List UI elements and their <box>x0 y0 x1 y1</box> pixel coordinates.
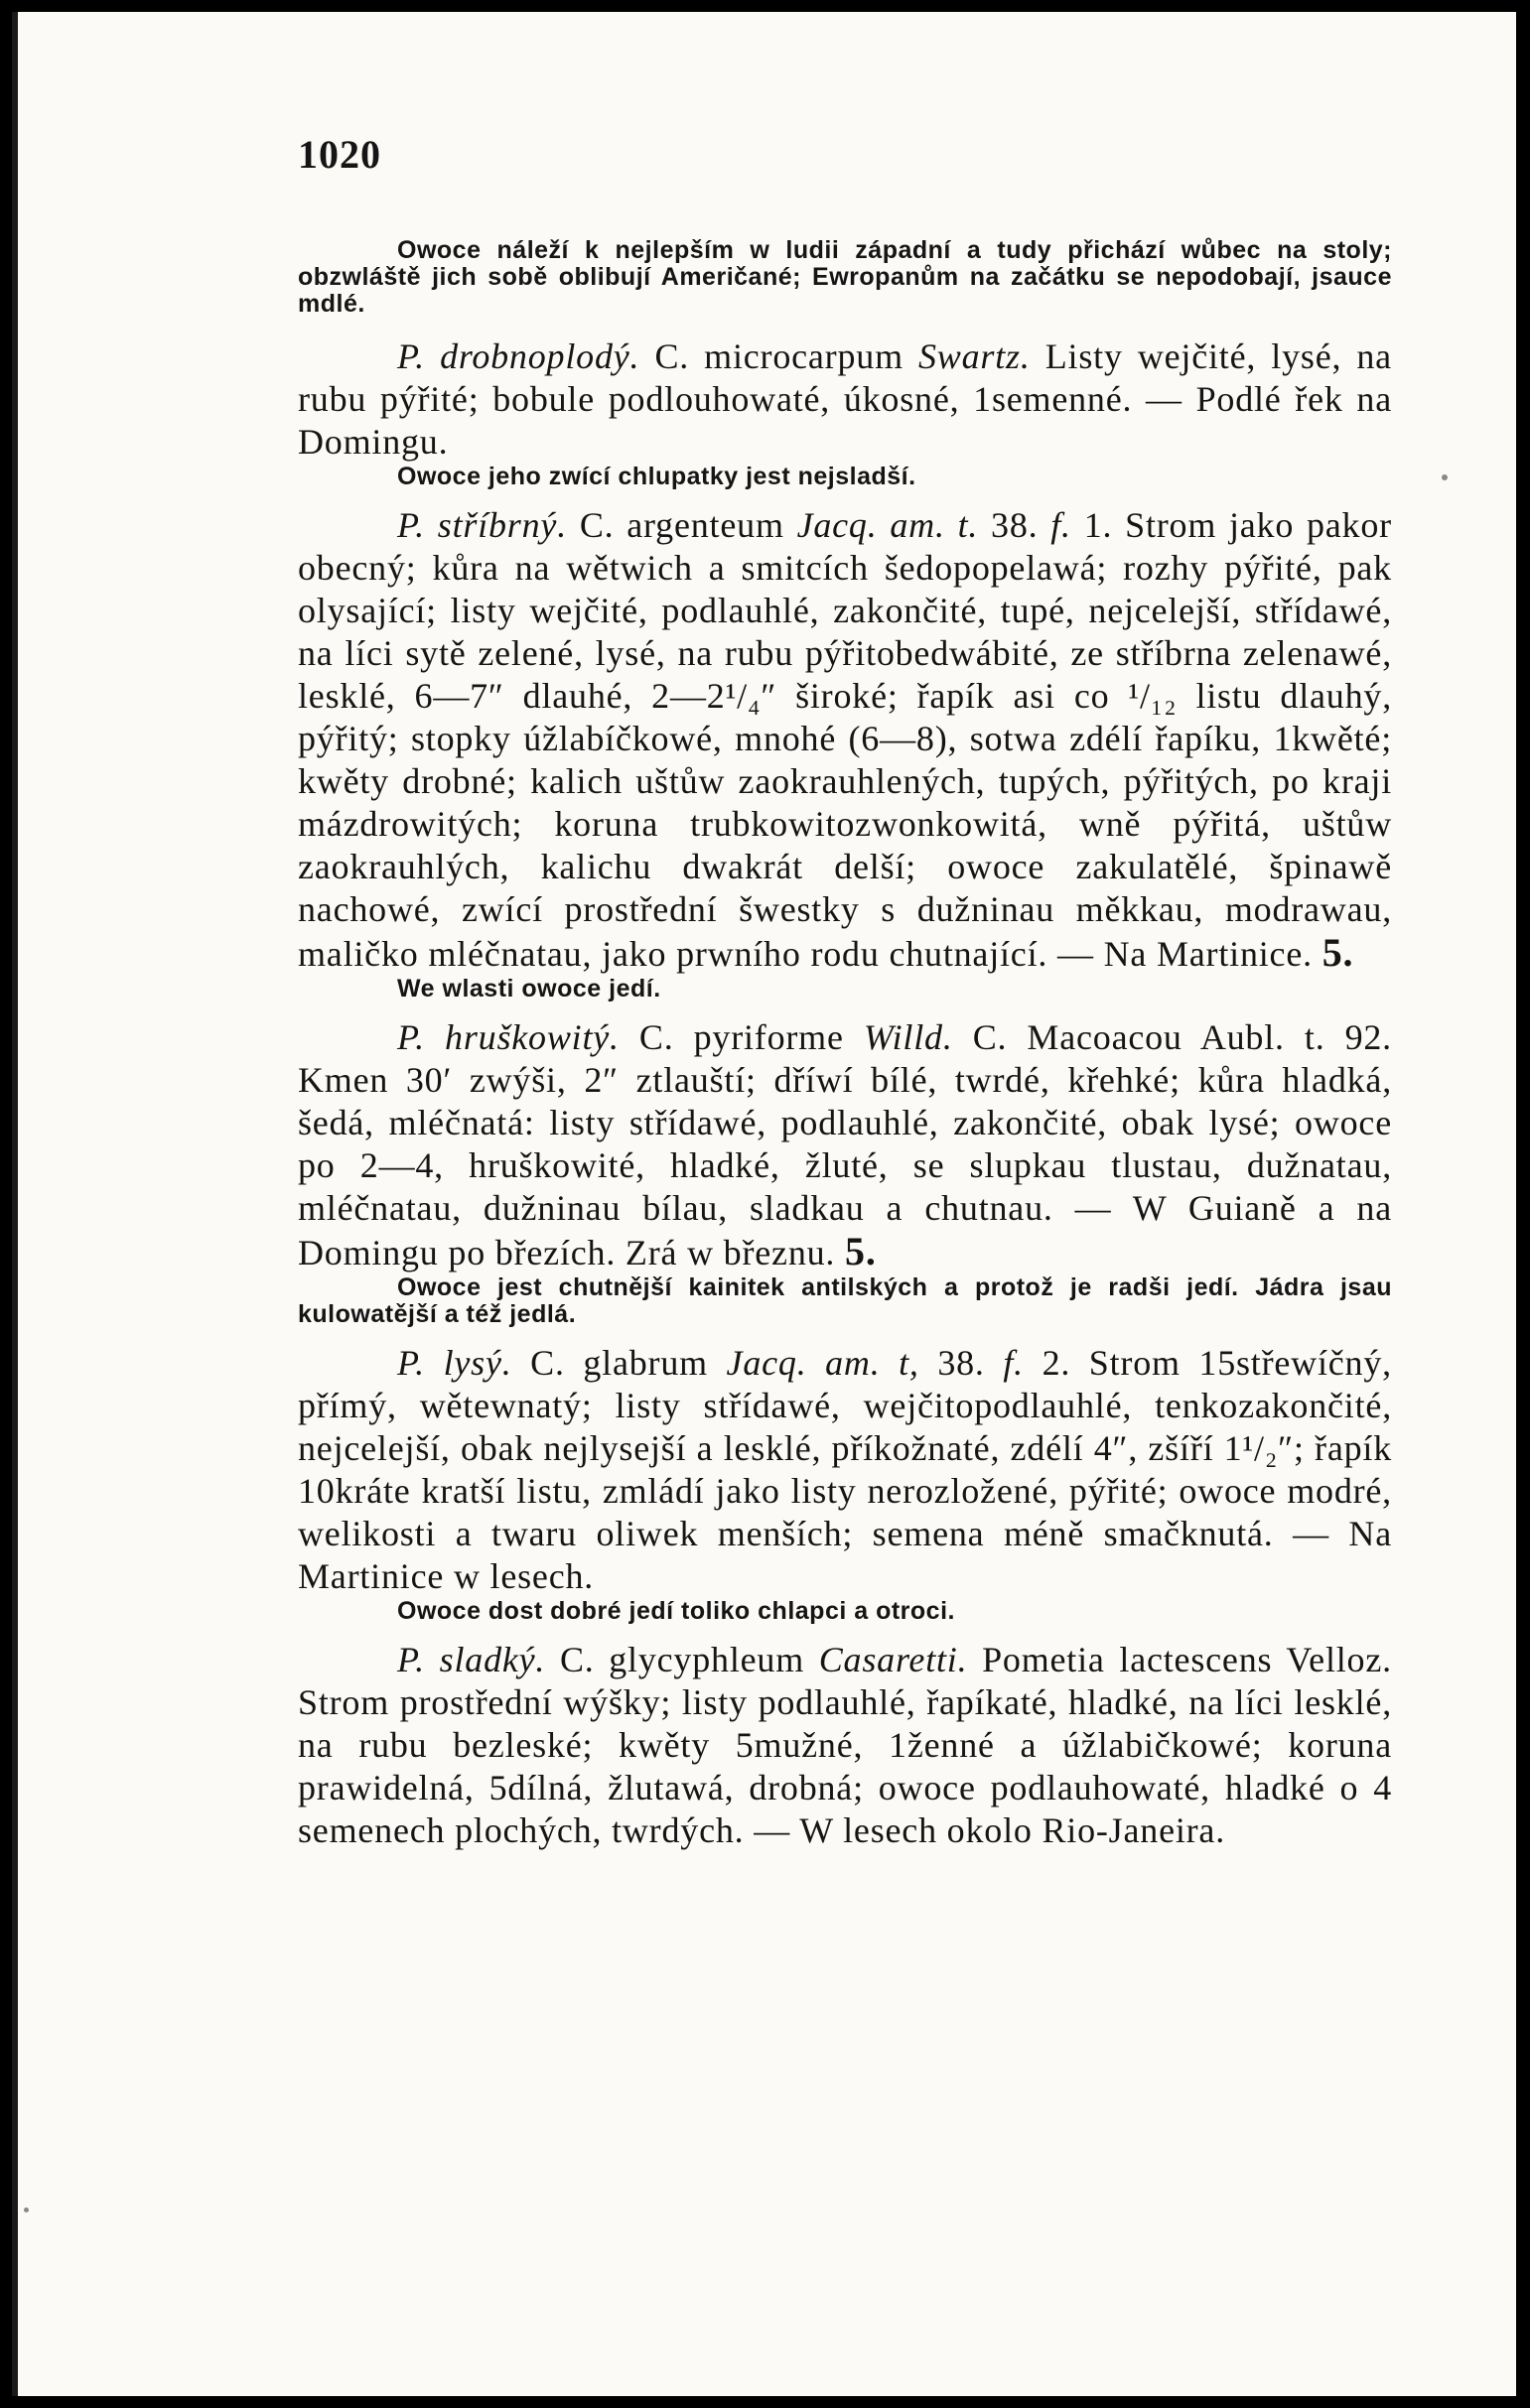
latin-name: C. argenteum <box>579 505 784 545</box>
description: Pometia lactescens Velloz. Strom prostřední wýšky; listy podlauhlé, řapíkaté, hladké, na líci lesklé, na rubu bezleské; kwěty 5mužné, 1ženné a úžlabičkowé; koruna prawidelná, 5dílná, žlutawá, drobná; owoce podlauhowaté, hladké o 4 semenech plochých, twrdých. — W lesech okolo Rio-Janeira. <box>298 1640 1392 1850</box>
intro-note: Owoce náleží k nejlepším w ludii západní a tudy přichází wůbec na stoly; obzwláště jich sobě oblibují Američané; Ewropanům na začátku se nepodobají, jsauce mdlé. <box>298 236 1392 318</box>
species-note: Owoce dost dobré jedí toliko chlapci a otroci. <box>397 1597 955 1625</box>
genus-abbr: P. <box>397 1640 425 1679</box>
species-entry <box>298 1342 1392 1598</box>
plate-ref: 38. <box>937 1343 985 1383</box>
species-note: We wlasti owoce jedí. <box>397 975 661 1003</box>
czech-name: lysý. <box>443 1343 512 1383</box>
page-number: 1020 <box>298 132 381 177</box>
description: C. Macoacou Aubl. t. 92. Kmen 30′ zwýši, 2″ ztlauští; dříwí bílé, twrdé, křehké; kůra hladká, šedá, mléčnatá: listy střídawé, podlauhlé, zakončité, obak lysé; owoce po 2—4, hruškowité, hladké, žluté, se slupkau tlustau, dužnatau, mléčnatau, dužninau bílau, sladkau a chutnau. — W Guianě a na Domingu po březích. Zrá w březnu. <box>298 1017 1392 1272</box>
author: Jacq. am. t, <box>726 1343 919 1383</box>
species-note: Owoce jest chutnější kainitek antilských a protož je radši jedí. Jádra jsau kulowatější a též jedlá. <box>298 1273 1392 1328</box>
grade-mark: 5. <box>845 1229 877 1273</box>
page-content <box>298 131 1392 1852</box>
genus-abbr: P. <box>397 336 425 376</box>
speck <box>1442 474 1448 480</box>
figure-number: 2. <box>1042 1343 1071 1383</box>
grade-mark: 5. <box>1321 930 1354 975</box>
czech-name: sladký. <box>439 1640 546 1679</box>
figure-abbr: f. <box>1003 1343 1024 1383</box>
figure-abbr: f. <box>1050 505 1071 545</box>
author: Willd. <box>863 1017 953 1057</box>
author: Casaretti. <box>818 1640 968 1679</box>
book-page <box>12 12 1516 2396</box>
author: Jacq. am. t. <box>796 505 979 545</box>
czech-name: hruškowitý. <box>445 1017 620 1057</box>
description: Strom 15střewíčný, přímý, wětewnatý; listy střídawé, wejčitopodlauhlé, tenkozakončité, nejcelejší, obak nejlysejší a lesklé, příkožnaté, zdélí 4″, zšíří 1¹/₂″; řapík 10kráte kratší listu, zmládí jako listy nerozložené, pýřité; owoce modré, welikosti a twaru oliwek menších; semena méně smačknutá. — Na Martinice w lesech. <box>298 1343 1392 1596</box>
genus-abbr: P. <box>397 1343 425 1383</box>
latin-name: C. glycyphleum <box>559 1640 805 1679</box>
scan-edge <box>12 12 18 2396</box>
czech-name: drobnoplodý. <box>440 336 640 376</box>
species-note: Owoce jeho zwící chlupatky jest nejsladší. <box>397 463 916 490</box>
genus-abbr: P. <box>397 505 425 545</box>
czech-name: stříbrný. <box>437 505 567 545</box>
speck <box>24 2207 29 2212</box>
latin-name: C. pyriforme <box>638 1017 844 1057</box>
plate-ref: 38. <box>991 505 1039 545</box>
author: Swartz. <box>917 336 1031 376</box>
description: Listy wejčité, lysé, na rubu pýřité; bobule podlouhowaté, úkosné, 1semenné. — Podlé řek na Domingu. <box>298 336 1392 462</box>
species-entry <box>298 1016 1392 1274</box>
species-entry <box>298 504 1392 976</box>
species-entry <box>298 1639 1392 1852</box>
description: Strom jako pakor obecný; kůra na wětwich a smitcích šedopopelawá; rozhy pýřité, pak olysající; listy wejčité, podlauhlé, zakončité, tupé, nejcelejší, střídawé, na líci sytě zelené, lysé, na rubu pýřitobedwábité, ze stříbrna zelenawé, lesklé, 6—7″ dlauhé, 2—2¹/₄″ široké; řapík asi co ¹/₁₂ listu dlauhý, pýřitý; stopky úžlabíčkowé, mnohé (6—8), sotwa zdélí řapíku, 1kwěté; kwěty drobné; kalich uštůw zaokrauhlených, tupých, pýřitých, po kraji mázdrowitých; koruna trubkowitozwonkowitá, wně pýřitá, uštůw zaokrauhlých, kalichu dwakrát delší; owoce zakulatělé, špinawě nachowé, zwící prostřední šwestky s dužninau měkkau, modrawau, maličko mléčnatau, jako prwního rodu chutnající. — Na Martinice. <box>298 505 1392 974</box>
latin-name: C. glabrum <box>530 1343 708 1383</box>
latin-name: C. microcarpum <box>654 336 904 376</box>
species-entry <box>298 335 1392 464</box>
figure-number: 1. <box>1083 505 1113 545</box>
genus-abbr: P. <box>397 1017 425 1057</box>
